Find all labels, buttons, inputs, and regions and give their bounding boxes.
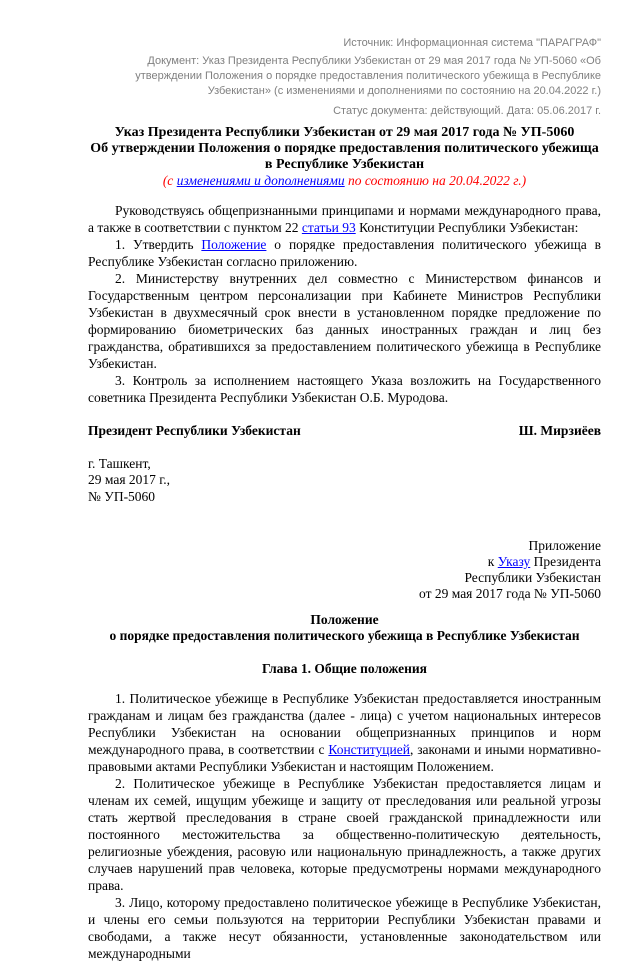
meta-document-line: Документ: Указ Президента Республики Узбекистан от 29 мая 2017 года № УП-5060 «Об утверждении Положения о порядке предоставления политического убежища в Республике Узбекистан» (с изменениями и дополнениями по состоянию на 20.04.2022 г.): [135, 55, 601, 97]
title-line-2: Об утверждении Положения о порядке предоставления политического убежища в Республике Узбекистан: [90, 141, 599, 172]
decree-link[interactable]: Указу: [497, 553, 531, 569]
signature-name: Ш. Мирзиёев: [518, 423, 601, 438]
constitution-link[interactable]: Конституцией: [328, 741, 410, 757]
annex-title-line-1: Положение: [310, 611, 379, 627]
place-line: г. Ташкент,: [88, 456, 151, 471]
annex-paragraph-2: 2. Политическое убежище в Республике Узбекистан предоставляется лицам и членам их семей, ищущим убежище и защиту от преследования или реальной угрозы стать жертвой преследования в стране своей гражданской принадлежности или постоянного местожительства за общественно-политическую деятельность, религиозные убеждения, расовую или национальную принадлежность, а также других случаев нарушений прав человека, которые предусмотрены нормами международного права.: [88, 775, 601, 893]
annex-ref-prefix: к: [487, 553, 498, 569]
meta-header: [88, 36, 601, 119]
decree-paragraph-3: 3. Контроль за исполнением настоящего Указа возложить на Государственного советника Президента Республики Узбекистан О.Б. Муродова.: [88, 373, 601, 405]
signature-row: [88, 423, 601, 439]
annex-ref-suffix: Президента: [530, 553, 601, 569]
meta-status-line: Статус документа: действующий. Дата: 05.06.2017 г.: [333, 105, 601, 117]
annex-ref-line-3: Республики Узбекистан: [464, 569, 601, 585]
title-line-1: Указ Президента Республики Узбекистан от 29 мая 2017 года № УП-5060: [114, 125, 575, 140]
annex-paragraph-3: 3. Лицо, которому предоставлено политическое убежище в Республике Узбекистан, и члены его семьи пользуются на территории Республики Узбекистан правами и свободами, а также несут обязанности, установленные законодательством или международными: [88, 894, 601, 961]
decree-paragraph-preamble: [88, 202, 601, 236]
decree-paragraph-2: 2. Министерству внутренних дел совместно с Министерством финансов и Государственным центром персонализации при Кабинете Министров Республики Узбекистан в двухмесячный срок внести в установленном порядке предложение по формированию биометрических баз данных иностранных граждан и лиц без гражданства, обратившихся за предоставлением политического убежища в Республике Узбекистан.: [88, 271, 601, 371]
meta-source-line: Источник: Информационная система "ПАРАГРАФ": [343, 37, 601, 49]
point-1-text-1: 1. Утвердить: [115, 237, 202, 252]
annex-p1-text-1: 1. Политическое убежище в Республике Узбекистан предоставляется иностранным гражданам и лицам без гражданства (далее - лица) с учетом национальных интересов Республики Узбекистан на основании общепризнанных принципов и норм международного права, в соответствии с: [88, 690, 601, 757]
annex-title: [88, 612, 601, 644]
amendments-line: [88, 173, 601, 189]
annex-ref-line-2: [88, 554, 601, 570]
amendments-link[interactable]: изменениями и дополнениями: [176, 173, 345, 188]
regulation-link[interactable]: Положение: [201, 237, 267, 252]
annex-paragraph-1: [88, 690, 601, 775]
annex-ref-line-1: Приложение: [528, 537, 601, 553]
chapter-1-heading: Глава 1. Общие положения: [262, 660, 427, 676]
annex-title-line-2: о порядке предоставления политического убежища в Республике Узбекистан: [109, 627, 580, 643]
signature-title: Президент Республики Узбекистан: [88, 423, 301, 438]
preamble-text-2: Конституции Республики Узбекистан:: [355, 220, 579, 235]
place-date-block: [88, 456, 601, 505]
number-line: № УП-5060: [88, 488, 156, 504]
decree-paragraph-1: [88, 236, 601, 270]
amend-prefix: (с: [162, 173, 177, 188]
article-93-link[interactable]: статьи 93: [301, 220, 356, 235]
annex-ref-line-4: от 29 мая 2017 года № УП-5060: [419, 585, 601, 601]
document-title: [88, 125, 601, 173]
annex-p1-text-2: , законами и иными нормативно-правовыми актами Республики Узбекистан и настоящим Положением.: [88, 741, 602, 774]
annex-reference: [88, 538, 601, 602]
amend-suffix: по состоянию на 20.04.2022 г.): [344, 173, 527, 188]
preamble-text-1: Руководствуясь общепризнанными принципами и нормами международного права, а также в соответствии с пунктом 22: [88, 203, 601, 235]
point-1-text-2: о порядке предоставления политического убежища в Республике Узбекистан согласно приложению.: [88, 237, 601, 269]
date-line: 29 мая 2017 г.,: [88, 472, 171, 488]
